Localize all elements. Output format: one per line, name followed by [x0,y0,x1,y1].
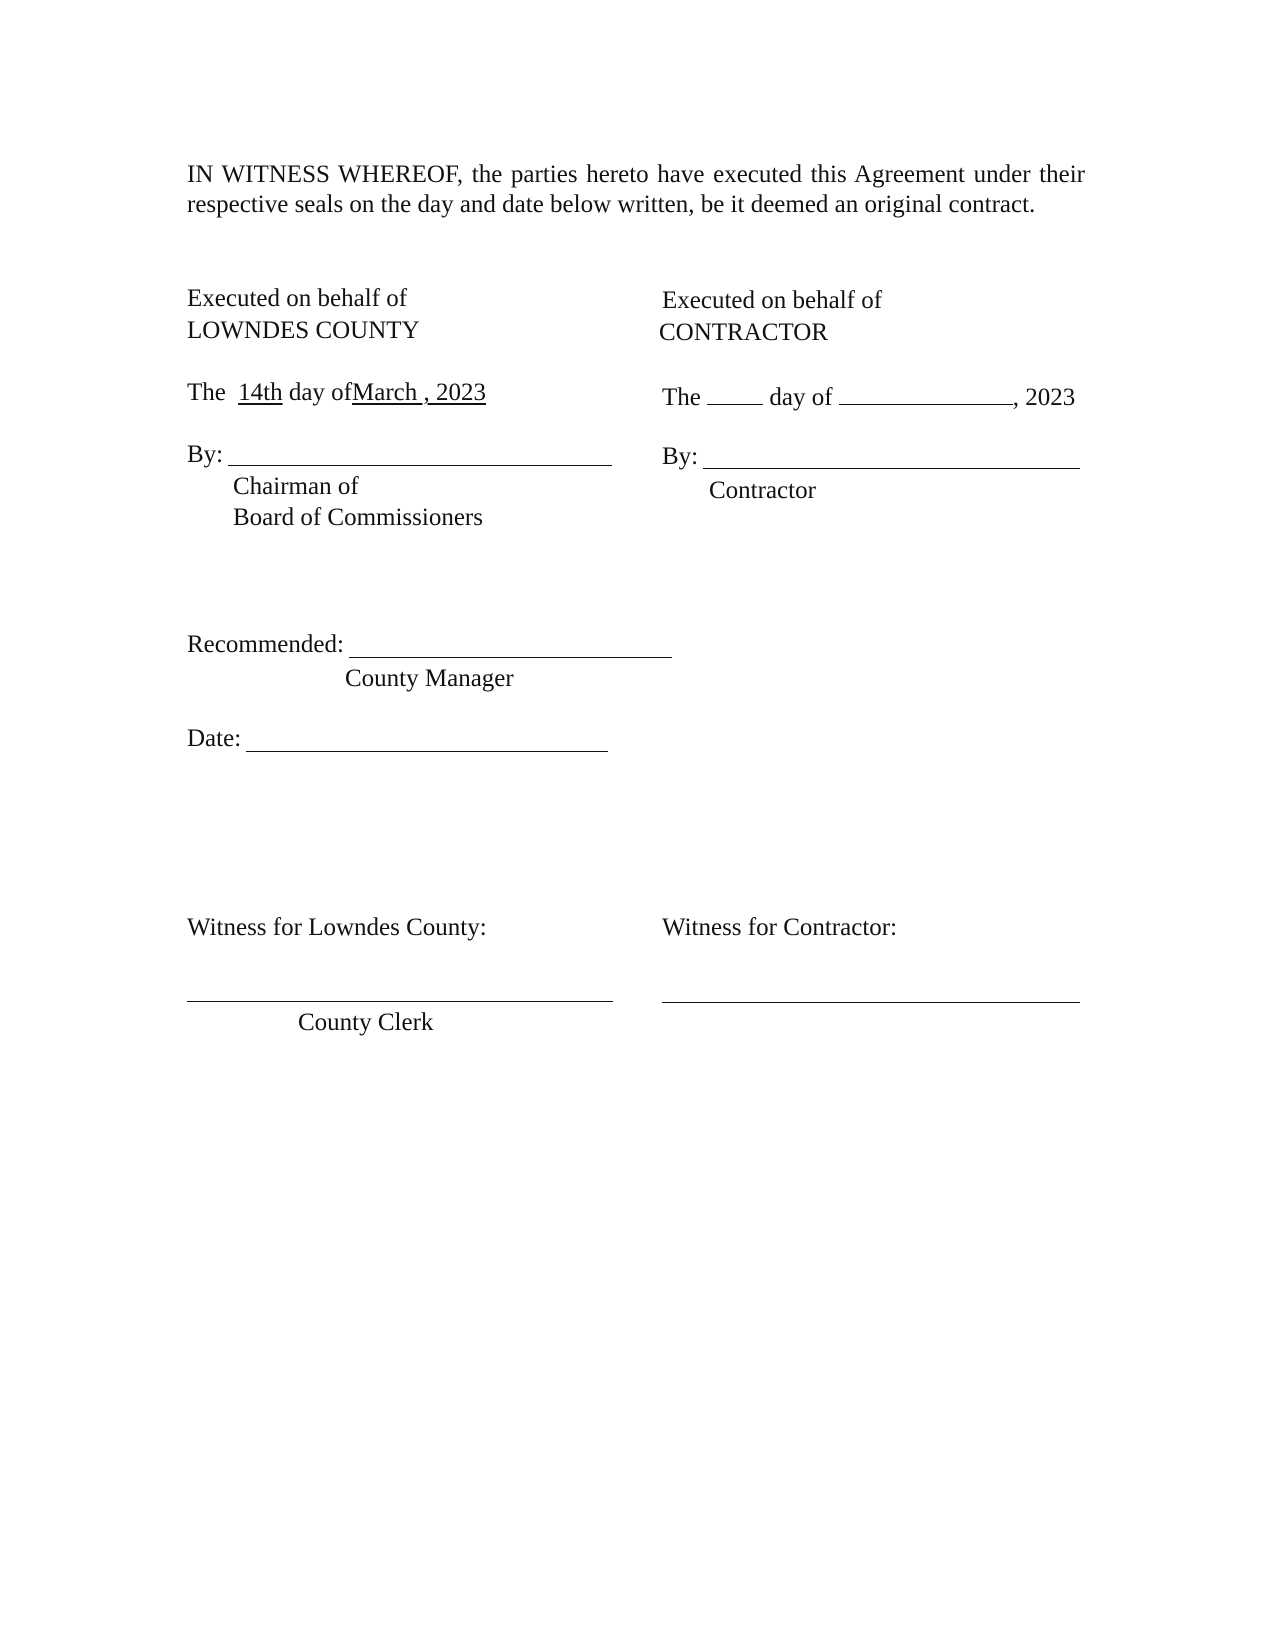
witness-clause [187,160,1085,220]
contractor-party-name: CONTRACTOR [659,319,829,346]
county-manager-title: County Manager [345,665,514,692]
contractor-date-year: , 2023 [1012,384,1076,411]
witness-clause-line-2: respective seals on the day and date below written, be it deemed an original contract. [187,191,1036,218]
contractor-by-label: By: [662,443,699,470]
contractor-signature-line[interactable] [703,468,1080,469]
contractor-date-line [662,380,1075,413]
county-executed-label: Executed on behalf of [187,285,408,312]
recommended-signature-line[interactable] [349,657,672,658]
county-clerk-title: County Clerk [298,1009,434,1036]
county-by-label: By: [187,441,224,468]
contractor-date-prefix: The [662,384,701,411]
county-witness-signature-line[interactable] [187,1001,613,1002]
contractor-date-day-of: day of [769,384,833,411]
county-date-day: 14th [238,379,283,406]
witness-clause-line-1: IN WITNESS WHEREOF, the parties hereto have executed this Agreement under their [187,161,1085,188]
county-date-prefix: The [187,379,226,406]
contractor-executed-label: Executed on behalf of [662,287,883,314]
county-date-day-of: day of [288,379,352,406]
county-date-month-year: March , 2023 [352,379,486,406]
contractor-signer-title: Contractor [709,477,816,504]
county-date-line [187,378,538,408]
county-signer-title-2: Board of Commissioners [233,504,483,531]
recommended-label: Recommended: [187,631,344,658]
date-label: Date: [187,725,242,752]
county-signature-line[interactable] [228,465,612,466]
contractor-witness-signature-line[interactable] [662,1002,1080,1003]
county-witness-label: Witness for Lowndes County: [187,914,487,941]
date-signature-line[interactable] [246,751,608,752]
county-signer-title-1: Chairman of [233,473,359,500]
contractor-witness-label: Witness for Contractor: [662,914,898,941]
contractor-day-blank[interactable] [707,380,763,405]
contractor-month-blank[interactable] [839,380,1013,405]
county-party-name: LOWNDES COUNTY [187,317,420,344]
